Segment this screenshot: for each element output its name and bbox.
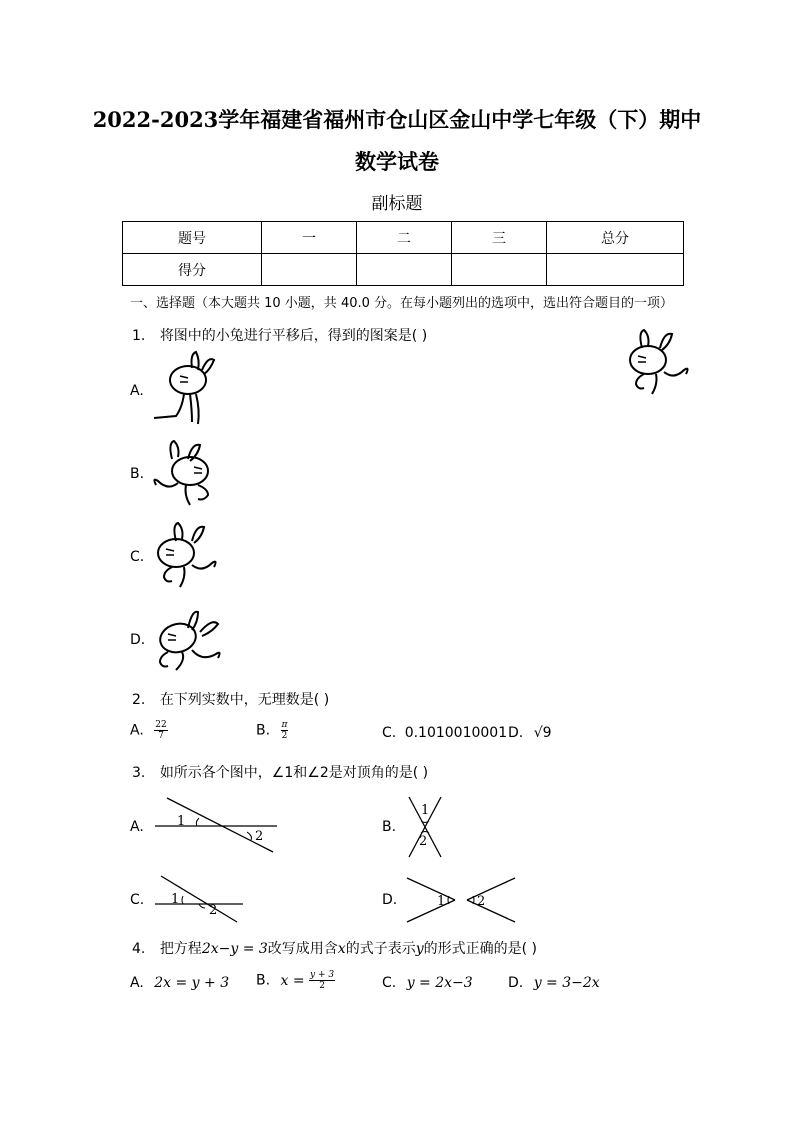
option-label: A.: [130, 975, 144, 991]
angle-label: 2: [477, 894, 486, 909]
option-value: 2x = y + 3: [154, 975, 230, 991]
fraction-denominator: 2: [281, 731, 288, 741]
option-b[interactable]: [256, 970, 335, 991]
question-2: [132, 689, 329, 709]
option-value: 0.1010010001: [404, 725, 508, 741]
question-text: 在下列实数中，无理数是( ): [159, 692, 330, 708]
fraction-numerator: y + 3: [310, 970, 335, 980]
angle-label: 1: [421, 803, 430, 818]
angle-label: 2: [209, 903, 218, 918]
option-c[interactable]: [382, 725, 507, 741]
section-heading: 一、选择题（本大题共 10 小题，共 40.0 分。在每小题列出的选项中，选出符合题目的一项）: [130, 296, 674, 311]
option-label: D.: [508, 975, 524, 991]
fraction-denominator: 2: [319, 981, 325, 991]
score-cell: 题号: [123, 222, 262, 254]
score-entry-cell[interactable]: [547, 254, 684, 286]
question-text: 改写成用含: [267, 941, 338, 957]
score-cell: 二: [357, 222, 452, 254]
exam-subtitle: 副标题: [371, 194, 423, 214]
rabbit-option-b-image[interactable]: [152, 437, 218, 509]
option-label[interactable]: D.: [130, 632, 146, 648]
question-text: 的形式正确的是( ): [423, 941, 537, 957]
option-lhs: x =: [280, 972, 305, 989]
angle-figure-b[interactable]: [405, 795, 445, 859]
rabbit-option-a-image[interactable]: [152, 350, 220, 426]
option-label: B.: [256, 722, 271, 739]
option-label: A.: [130, 722, 144, 739]
angle-label: 2: [419, 834, 428, 849]
question-number: 1.: [132, 328, 146, 344]
option-value: √9: [533, 725, 552, 741]
option-label[interactable]: A.: [130, 383, 144, 399]
question-number: 3.: [132, 765, 146, 781]
option-a[interactable]: [130, 975, 229, 991]
question-equation: 2x−y = 3: [201, 941, 268, 957]
option-label[interactable]: C.: [130, 549, 145, 565]
score-entry-cell[interactable]: [357, 254, 452, 286]
fraction-denominator: 7: [158, 731, 164, 741]
option-label: B.: [256, 972, 271, 989]
exam-title-line2: 数学试卷: [355, 149, 439, 174]
option-label[interactable]: B.: [382, 819, 397, 835]
fraction: [281, 720, 289, 741]
angle-label: 1: [437, 894, 446, 909]
fraction-numerator: π: [281, 720, 288, 730]
option-label: C.: [382, 725, 397, 741]
question-number: 2.: [132, 692, 146, 708]
score-entry-cell[interactable]: [262, 254, 357, 286]
score-cell: 三: [452, 222, 547, 254]
question-variable: y: [415, 941, 424, 957]
option-value: y = 2x−3: [406, 975, 473, 991]
score-table: [122, 221, 684, 286]
fraction: [309, 970, 335, 991]
score-cell: 总分: [547, 222, 684, 254]
angle-figure-a[interactable]: [155, 796, 280, 856]
option-label[interactable]: C.: [130, 892, 145, 908]
angle-figure-d[interactable]: [405, 876, 517, 924]
option-label[interactable]: A.: [130, 819, 144, 835]
score-cell: 得分: [123, 254, 262, 286]
question-text: 的式子表示: [345, 941, 416, 957]
rabbit-option-c-image[interactable]: [152, 519, 218, 591]
question-text: 把方程: [159, 941, 202, 957]
option-label[interactable]: D.: [382, 892, 398, 908]
exam-title-line1: 2022-2023学年福建省福州市仓山区金山中学七年级（下）期中: [92, 107, 702, 132]
question-text: 如所示各个图中，∠1和∠2是对顶角的是( ): [159, 765, 429, 781]
option-b[interactable]: [256, 720, 288, 741]
score-table-header-row: [123, 222, 684, 254]
option-label: D.: [508, 725, 524, 741]
option-label: C.: [382, 975, 397, 991]
angle-label: 1: [177, 814, 186, 829]
question-3: [132, 762, 428, 782]
rabbit-option-d-image[interactable]: [152, 602, 226, 674]
question-variable: x: [337, 941, 346, 957]
question-4: [132, 938, 537, 958]
angle-label: 1: [171, 892, 180, 907]
option-d[interactable]: [508, 975, 600, 991]
score-table-score-row: [123, 254, 684, 286]
angle-label: 2: [255, 829, 264, 844]
option-label[interactable]: B.: [130, 466, 145, 482]
score-entry-cell[interactable]: [452, 254, 547, 286]
question-number: 4.: [132, 941, 146, 957]
option-value: y = 3−2x: [533, 975, 600, 991]
option-a[interactable]: [130, 720, 168, 741]
fraction: [154, 720, 167, 741]
option-d[interactable]: [508, 725, 552, 741]
option-c[interactable]: [382, 975, 473, 991]
angle-figure-c[interactable]: [155, 874, 247, 924]
fraction-numerator: 22: [155, 720, 167, 730]
question-1: [132, 325, 427, 345]
question-text: 将图中的小兔进行平移后，得到的图案是( ): [159, 328, 428, 344]
rabbit-reference-image: [624, 326, 694, 398]
score-cell: 一: [262, 222, 357, 254]
